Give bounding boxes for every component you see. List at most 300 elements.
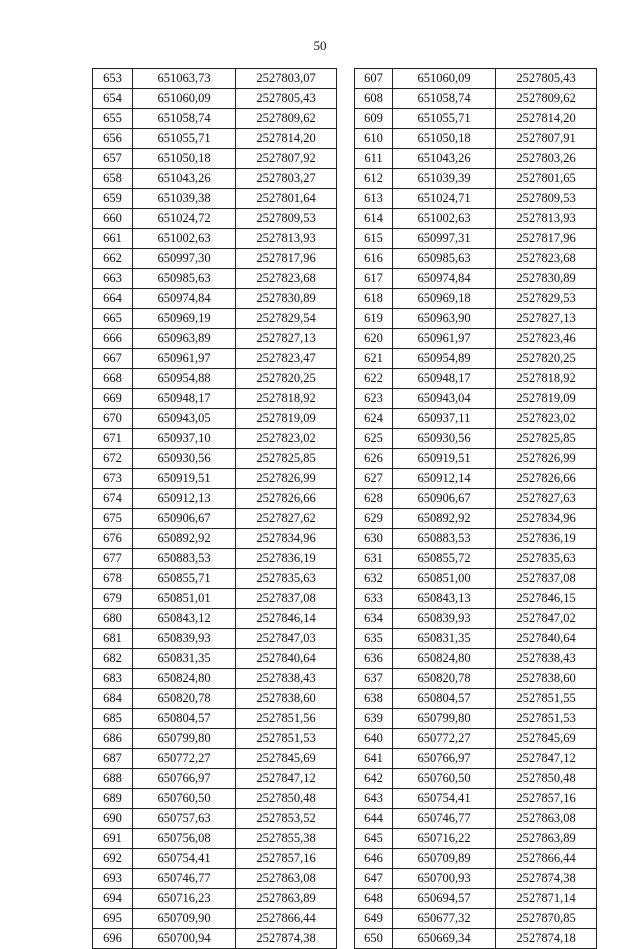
x-coordinate-cell: 650709,89 bbox=[393, 849, 496, 869]
table-row bbox=[93, 749, 337, 769]
table-row bbox=[93, 509, 337, 529]
table-row bbox=[93, 469, 337, 489]
y-coordinate-cell: 2527855,38 bbox=[236, 829, 337, 849]
x-coordinate-cell: 650694,57 bbox=[393, 889, 496, 909]
y-coordinate-cell: 2527818,92 bbox=[496, 369, 597, 389]
x-coordinate-cell: 650772,27 bbox=[133, 749, 236, 769]
table-row bbox=[355, 769, 597, 789]
table-row bbox=[355, 529, 597, 549]
point-number-cell: 610 bbox=[355, 129, 393, 149]
point-number-cell: 611 bbox=[355, 149, 393, 169]
x-coordinate-cell: 651039,38 bbox=[133, 189, 236, 209]
point-number-cell: 637 bbox=[355, 669, 393, 689]
x-coordinate-cell: 650974,84 bbox=[133, 289, 236, 309]
point-number-cell: 671 bbox=[93, 429, 133, 449]
coordinates-table-left bbox=[92, 68, 337, 949]
x-coordinate-cell: 650820,78 bbox=[393, 669, 496, 689]
x-coordinate-cell: 650855,72 bbox=[393, 549, 496, 569]
x-coordinate-cell: 650760,50 bbox=[133, 789, 236, 809]
point-number-cell: 680 bbox=[93, 609, 133, 629]
y-coordinate-cell: 2527819,09 bbox=[496, 389, 597, 409]
point-number-cell: 696 bbox=[93, 929, 133, 949]
table-row bbox=[355, 749, 597, 769]
x-coordinate-cell: 650930,56 bbox=[133, 449, 236, 469]
y-coordinate-cell: 2527826,66 bbox=[236, 489, 337, 509]
x-coordinate-cell: 650820,78 bbox=[133, 689, 236, 709]
table-row bbox=[93, 709, 337, 729]
y-coordinate-cell: 2527827,63 bbox=[496, 489, 597, 509]
point-number-cell: 660 bbox=[93, 209, 133, 229]
y-coordinate-cell: 2527820,25 bbox=[496, 349, 597, 369]
table-row bbox=[93, 189, 337, 209]
table-row bbox=[93, 929, 337, 949]
x-coordinate-cell: 650985,63 bbox=[133, 269, 236, 289]
point-number-cell: 656 bbox=[93, 129, 133, 149]
x-coordinate-cell: 650930,56 bbox=[393, 429, 496, 449]
point-number-cell: 690 bbox=[93, 809, 133, 829]
point-number-cell: 686 bbox=[93, 729, 133, 749]
point-number-cell: 608 bbox=[355, 89, 393, 109]
table-row bbox=[93, 669, 337, 689]
table-row bbox=[93, 169, 337, 189]
point-number-cell: 644 bbox=[355, 809, 393, 829]
x-coordinate-cell: 650772,27 bbox=[393, 729, 496, 749]
point-number-cell: 623 bbox=[355, 389, 393, 409]
table-row bbox=[93, 849, 337, 869]
point-number-cell: 622 bbox=[355, 369, 393, 389]
table-row bbox=[93, 889, 337, 909]
y-coordinate-cell: 2527829,54 bbox=[236, 309, 337, 329]
point-number-cell: 646 bbox=[355, 849, 393, 869]
table-row bbox=[93, 329, 337, 349]
point-number-cell: 648 bbox=[355, 889, 393, 909]
table-row bbox=[93, 489, 337, 509]
y-coordinate-cell: 2527851,53 bbox=[496, 709, 597, 729]
x-coordinate-cell: 650969,19 bbox=[133, 309, 236, 329]
point-number-cell: 677 bbox=[93, 549, 133, 569]
x-coordinate-cell: 650892,92 bbox=[133, 529, 236, 549]
point-number-cell: 607 bbox=[355, 69, 393, 89]
point-number-cell: 641 bbox=[355, 749, 393, 769]
point-number-cell: 695 bbox=[93, 909, 133, 929]
x-coordinate-cell: 650746,77 bbox=[133, 869, 236, 889]
table-row bbox=[93, 589, 337, 609]
y-coordinate-cell: 2527823,68 bbox=[496, 249, 597, 269]
y-coordinate-cell: 2527846,14 bbox=[236, 609, 337, 629]
table-row bbox=[355, 809, 597, 829]
y-coordinate-cell: 2527838,43 bbox=[496, 649, 597, 669]
x-coordinate-cell: 650766,97 bbox=[393, 749, 496, 769]
table-row bbox=[93, 249, 337, 269]
point-number-cell: 615 bbox=[355, 229, 393, 249]
table-row bbox=[355, 369, 597, 389]
point-number-cell: 626 bbox=[355, 449, 393, 469]
x-coordinate-cell: 650843,12 bbox=[133, 609, 236, 629]
y-coordinate-cell: 2527857,16 bbox=[496, 789, 597, 809]
point-number-cell: 631 bbox=[355, 549, 393, 569]
table-row bbox=[355, 829, 597, 849]
y-coordinate-cell: 2527826,99 bbox=[236, 469, 337, 489]
x-coordinate-cell: 650824,80 bbox=[393, 649, 496, 669]
table-row bbox=[93, 649, 337, 669]
point-number-cell: 688 bbox=[93, 769, 133, 789]
table-row bbox=[93, 449, 337, 469]
y-coordinate-cell: 2527835,63 bbox=[236, 569, 337, 589]
table-row bbox=[93, 829, 337, 849]
x-coordinate-cell: 650961,97 bbox=[133, 349, 236, 369]
y-coordinate-cell: 2527823,02 bbox=[236, 429, 337, 449]
point-number-cell: 647 bbox=[355, 869, 393, 889]
table-row bbox=[355, 109, 597, 129]
point-number-cell: 661 bbox=[93, 229, 133, 249]
y-coordinate-cell: 2527817,96 bbox=[236, 249, 337, 269]
x-coordinate-cell: 650716,22 bbox=[393, 829, 496, 849]
table-row bbox=[93, 289, 337, 309]
y-coordinate-cell: 2527807,91 bbox=[496, 129, 597, 149]
table-row bbox=[93, 789, 337, 809]
point-number-cell: 658 bbox=[93, 169, 133, 189]
point-number-cell: 614 bbox=[355, 209, 393, 229]
point-number-cell: 617 bbox=[355, 269, 393, 289]
x-coordinate-cell: 650948,17 bbox=[133, 389, 236, 409]
x-coordinate-cell: 650824,80 bbox=[133, 669, 236, 689]
table-row bbox=[355, 589, 597, 609]
table-row bbox=[355, 269, 597, 289]
point-number-cell: 653 bbox=[93, 69, 133, 89]
y-coordinate-cell: 2527866,44 bbox=[236, 909, 337, 929]
point-number-cell: 633 bbox=[355, 589, 393, 609]
x-coordinate-cell: 650669,34 bbox=[393, 929, 496, 949]
y-coordinate-cell: 2527866,44 bbox=[496, 849, 597, 869]
y-coordinate-cell: 2527874,38 bbox=[496, 869, 597, 889]
y-coordinate-cell: 2527803,07 bbox=[236, 69, 337, 89]
point-number-cell: 612 bbox=[355, 169, 393, 189]
table-row bbox=[355, 709, 597, 729]
y-coordinate-cell: 2527874,38 bbox=[236, 929, 337, 949]
table-row bbox=[93, 149, 337, 169]
y-coordinate-cell: 2527826,66 bbox=[496, 469, 597, 489]
table-row bbox=[93, 909, 337, 929]
table-row bbox=[355, 169, 597, 189]
y-coordinate-cell: 2527813,93 bbox=[496, 209, 597, 229]
point-number-cell: 664 bbox=[93, 289, 133, 309]
x-coordinate-cell: 650954,88 bbox=[133, 369, 236, 389]
table-row bbox=[93, 349, 337, 369]
x-coordinate-cell: 650804,57 bbox=[393, 689, 496, 709]
table-row bbox=[93, 429, 337, 449]
point-number-cell: 692 bbox=[93, 849, 133, 869]
y-coordinate-cell: 2527803,27 bbox=[236, 169, 337, 189]
y-coordinate-cell: 2527838,60 bbox=[496, 669, 597, 689]
x-coordinate-cell: 651063,73 bbox=[133, 69, 236, 89]
x-coordinate-cell: 650831,35 bbox=[133, 649, 236, 669]
x-coordinate-cell: 650760,50 bbox=[393, 769, 496, 789]
point-number-cell: 689 bbox=[93, 789, 133, 809]
y-coordinate-cell: 2527814,20 bbox=[496, 109, 597, 129]
y-coordinate-cell: 2527823,68 bbox=[236, 269, 337, 289]
x-coordinate-cell: 650883,53 bbox=[393, 529, 496, 549]
table-row bbox=[93, 409, 337, 429]
y-coordinate-cell: 2527825,85 bbox=[496, 429, 597, 449]
x-coordinate-cell: 650948,17 bbox=[393, 369, 496, 389]
point-number-cell: 625 bbox=[355, 429, 393, 449]
point-number-cell: 654 bbox=[93, 89, 133, 109]
x-coordinate-cell: 651043,26 bbox=[133, 169, 236, 189]
x-coordinate-cell: 650754,41 bbox=[133, 849, 236, 869]
x-coordinate-cell: 650831,35 bbox=[393, 629, 496, 649]
point-number-cell: 643 bbox=[355, 789, 393, 809]
y-coordinate-cell: 2527809,62 bbox=[236, 109, 337, 129]
table-row bbox=[93, 209, 337, 229]
table-row bbox=[355, 689, 597, 709]
point-number-cell: 619 bbox=[355, 309, 393, 329]
y-coordinate-cell: 2527814,20 bbox=[236, 129, 337, 149]
x-coordinate-cell: 650954,89 bbox=[393, 349, 496, 369]
point-number-cell: 636 bbox=[355, 649, 393, 669]
table-row bbox=[355, 669, 597, 689]
x-coordinate-cell: 650851,00 bbox=[393, 569, 496, 589]
table-row bbox=[355, 429, 597, 449]
point-number-cell: 681 bbox=[93, 629, 133, 649]
y-coordinate-cell: 2527863,08 bbox=[236, 869, 337, 889]
point-number-cell: 635 bbox=[355, 629, 393, 649]
x-coordinate-cell: 650839,93 bbox=[393, 609, 496, 629]
y-coordinate-cell: 2527850,48 bbox=[496, 769, 597, 789]
x-coordinate-cell: 651050,18 bbox=[393, 129, 496, 149]
table-row bbox=[355, 289, 597, 309]
point-number-cell: 650 bbox=[355, 929, 393, 949]
point-number-cell: 629 bbox=[355, 509, 393, 529]
y-coordinate-cell: 2527834,96 bbox=[236, 529, 337, 549]
y-coordinate-cell: 2527823,46 bbox=[496, 329, 597, 349]
y-coordinate-cell: 2527825,85 bbox=[236, 449, 337, 469]
y-coordinate-cell: 2527851,53 bbox=[236, 729, 337, 749]
y-coordinate-cell: 2527809,62 bbox=[496, 89, 597, 109]
point-number-cell: 685 bbox=[93, 709, 133, 729]
point-number-cell: 659 bbox=[93, 189, 133, 209]
table-row bbox=[93, 309, 337, 329]
point-number-cell: 678 bbox=[93, 569, 133, 589]
x-coordinate-cell: 650799,80 bbox=[133, 729, 236, 749]
point-number-cell: 620 bbox=[355, 329, 393, 349]
point-number-cell: 668 bbox=[93, 369, 133, 389]
x-coordinate-cell: 650937,10 bbox=[133, 429, 236, 449]
x-coordinate-cell: 650883,53 bbox=[133, 549, 236, 569]
point-number-cell: 687 bbox=[93, 749, 133, 769]
y-coordinate-cell: 2527818,92 bbox=[236, 389, 337, 409]
x-coordinate-cell: 650839,93 bbox=[133, 629, 236, 649]
x-coordinate-cell: 651039,39 bbox=[393, 169, 496, 189]
y-coordinate-cell: 2527840,64 bbox=[236, 649, 337, 669]
x-coordinate-cell: 650997,30 bbox=[133, 249, 236, 269]
y-coordinate-cell: 2527835,63 bbox=[496, 549, 597, 569]
point-number-cell: 639 bbox=[355, 709, 393, 729]
x-coordinate-cell: 651002,63 bbox=[133, 229, 236, 249]
x-coordinate-cell: 651060,09 bbox=[393, 69, 496, 89]
y-coordinate-cell: 2527851,55 bbox=[496, 689, 597, 709]
x-coordinate-cell: 650974,84 bbox=[393, 269, 496, 289]
point-number-cell: 624 bbox=[355, 409, 393, 429]
table-row bbox=[355, 629, 597, 649]
x-coordinate-cell: 651043,26 bbox=[393, 149, 496, 169]
y-coordinate-cell: 2527836,19 bbox=[236, 549, 337, 569]
page-number: 50 bbox=[313, 38, 327, 53]
table-row bbox=[355, 549, 597, 569]
table-row bbox=[93, 529, 337, 549]
point-number-cell: 674 bbox=[93, 489, 133, 509]
y-coordinate-cell: 2527836,19 bbox=[496, 529, 597, 549]
y-coordinate-cell: 2527801,64 bbox=[236, 189, 337, 209]
point-number-cell: 638 bbox=[355, 689, 393, 709]
table-row bbox=[355, 149, 597, 169]
point-number-cell: 613 bbox=[355, 189, 393, 209]
x-coordinate-cell: 650754,41 bbox=[393, 789, 496, 809]
table-row bbox=[355, 229, 597, 249]
table-row bbox=[93, 569, 337, 589]
table-row bbox=[355, 789, 597, 809]
y-coordinate-cell: 2527827,13 bbox=[496, 309, 597, 329]
table-row bbox=[355, 69, 597, 89]
x-coordinate-cell: 650912,13 bbox=[133, 489, 236, 509]
y-coordinate-cell: 2527847,03 bbox=[236, 629, 337, 649]
y-coordinate-cell: 2527801,65 bbox=[496, 169, 597, 189]
x-coordinate-cell: 650700,94 bbox=[133, 929, 236, 949]
y-coordinate-cell: 2527827,13 bbox=[236, 329, 337, 349]
x-coordinate-cell: 650937,11 bbox=[393, 409, 496, 429]
table-row bbox=[93, 689, 337, 709]
y-coordinate-cell: 2527845,69 bbox=[496, 729, 597, 749]
table-row bbox=[93, 629, 337, 649]
y-coordinate-cell: 2527846,15 bbox=[496, 589, 597, 609]
y-coordinate-cell: 2527826,99 bbox=[496, 449, 597, 469]
x-coordinate-cell: 650851,01 bbox=[133, 589, 236, 609]
table-row bbox=[355, 649, 597, 669]
point-number-cell: 621 bbox=[355, 349, 393, 369]
table-row bbox=[355, 389, 597, 409]
x-coordinate-cell: 651024,71 bbox=[393, 189, 496, 209]
table-row bbox=[355, 449, 597, 469]
y-coordinate-cell: 2527851,56 bbox=[236, 709, 337, 729]
x-coordinate-cell: 651002,63 bbox=[393, 209, 496, 229]
y-coordinate-cell: 2527809,53 bbox=[496, 189, 597, 209]
table-row bbox=[355, 469, 597, 489]
x-coordinate-cell: 650843,13 bbox=[393, 589, 496, 609]
y-coordinate-cell: 2527837,08 bbox=[236, 589, 337, 609]
table-row bbox=[93, 809, 337, 829]
table-row bbox=[93, 769, 337, 789]
point-number-cell: 663 bbox=[93, 269, 133, 289]
y-coordinate-cell: 2527850,48 bbox=[236, 789, 337, 809]
x-coordinate-cell: 650716,23 bbox=[133, 889, 236, 909]
table-row bbox=[355, 509, 597, 529]
point-number-cell: 628 bbox=[355, 489, 393, 509]
y-coordinate-cell: 2527853,52 bbox=[236, 809, 337, 829]
point-number-cell: 642 bbox=[355, 769, 393, 789]
y-coordinate-cell: 2527817,96 bbox=[496, 229, 597, 249]
x-coordinate-cell: 650906,67 bbox=[133, 509, 236, 529]
point-number-cell: 634 bbox=[355, 609, 393, 629]
x-coordinate-cell: 650766,97 bbox=[133, 769, 236, 789]
x-coordinate-cell: 650969,18 bbox=[393, 289, 496, 309]
x-coordinate-cell: 650709,90 bbox=[133, 909, 236, 929]
x-coordinate-cell: 650799,80 bbox=[393, 709, 496, 729]
y-coordinate-cell: 2527830,89 bbox=[236, 289, 337, 309]
y-coordinate-cell: 2527863,89 bbox=[496, 829, 597, 849]
y-coordinate-cell: 2527807,92 bbox=[236, 149, 337, 169]
x-coordinate-cell: 650943,05 bbox=[133, 409, 236, 429]
x-coordinate-cell: 650963,90 bbox=[393, 309, 496, 329]
y-coordinate-cell: 2527863,89 bbox=[236, 889, 337, 909]
y-coordinate-cell: 2527847,12 bbox=[236, 769, 337, 789]
point-number-cell: 649 bbox=[355, 909, 393, 929]
y-coordinate-cell: 2527803,26 bbox=[496, 149, 597, 169]
y-coordinate-cell: 2527870,85 bbox=[496, 909, 597, 929]
x-coordinate-cell: 650963,89 bbox=[133, 329, 236, 349]
table-row bbox=[355, 129, 597, 149]
point-number-cell: 694 bbox=[93, 889, 133, 909]
x-coordinate-cell: 650943,04 bbox=[393, 389, 496, 409]
point-number-cell: 682 bbox=[93, 649, 133, 669]
x-coordinate-cell: 651060,09 bbox=[133, 89, 236, 109]
table-row bbox=[355, 869, 597, 889]
y-coordinate-cell: 2527871,14 bbox=[496, 889, 597, 909]
table-row bbox=[355, 409, 597, 429]
x-coordinate-cell: 651058,74 bbox=[393, 89, 496, 109]
table-row bbox=[93, 129, 337, 149]
y-coordinate-cell: 2527838,43 bbox=[236, 669, 337, 689]
point-number-cell: 632 bbox=[355, 569, 393, 589]
y-coordinate-cell: 2527847,12 bbox=[496, 749, 597, 769]
point-number-cell: 618 bbox=[355, 289, 393, 309]
point-number-cell: 627 bbox=[355, 469, 393, 489]
y-coordinate-cell: 2527829,53 bbox=[496, 289, 597, 309]
point-number-cell: 667 bbox=[93, 349, 133, 369]
y-coordinate-cell: 2527845,69 bbox=[236, 749, 337, 769]
table-row bbox=[93, 609, 337, 629]
x-coordinate-cell: 650746,77 bbox=[393, 809, 496, 829]
point-number-cell: 693 bbox=[93, 869, 133, 889]
y-coordinate-cell: 2527830,89 bbox=[496, 269, 597, 289]
y-coordinate-cell: 2527837,08 bbox=[496, 569, 597, 589]
table-row bbox=[355, 309, 597, 329]
y-coordinate-cell: 2527863,08 bbox=[496, 809, 597, 829]
x-coordinate-cell: 650906,67 bbox=[393, 489, 496, 509]
x-coordinate-cell: 651055,71 bbox=[133, 129, 236, 149]
point-number-cell: 673 bbox=[93, 469, 133, 489]
point-number-cell: 683 bbox=[93, 669, 133, 689]
point-number-cell: 665 bbox=[93, 309, 133, 329]
table-row bbox=[93, 69, 337, 89]
x-coordinate-cell: 651058,74 bbox=[133, 109, 236, 129]
table-row bbox=[355, 909, 597, 929]
x-coordinate-cell: 651050,18 bbox=[133, 149, 236, 169]
table-row bbox=[355, 489, 597, 509]
coordinates-table-right bbox=[354, 68, 597, 949]
y-coordinate-cell: 2527857,16 bbox=[236, 849, 337, 869]
point-number-cell: 655 bbox=[93, 109, 133, 129]
table-row bbox=[355, 209, 597, 229]
x-coordinate-cell: 650804,57 bbox=[133, 709, 236, 729]
x-coordinate-cell: 650961,97 bbox=[393, 329, 496, 349]
y-coordinate-cell: 2527820,25 bbox=[236, 369, 337, 389]
table-row bbox=[93, 89, 337, 109]
x-coordinate-cell: 651055,71 bbox=[393, 109, 496, 129]
point-number-cell: 669 bbox=[93, 389, 133, 409]
point-number-cell: 676 bbox=[93, 529, 133, 549]
point-number-cell: 670 bbox=[93, 409, 133, 429]
table-row bbox=[93, 869, 337, 889]
y-coordinate-cell: 2527819,09 bbox=[236, 409, 337, 429]
